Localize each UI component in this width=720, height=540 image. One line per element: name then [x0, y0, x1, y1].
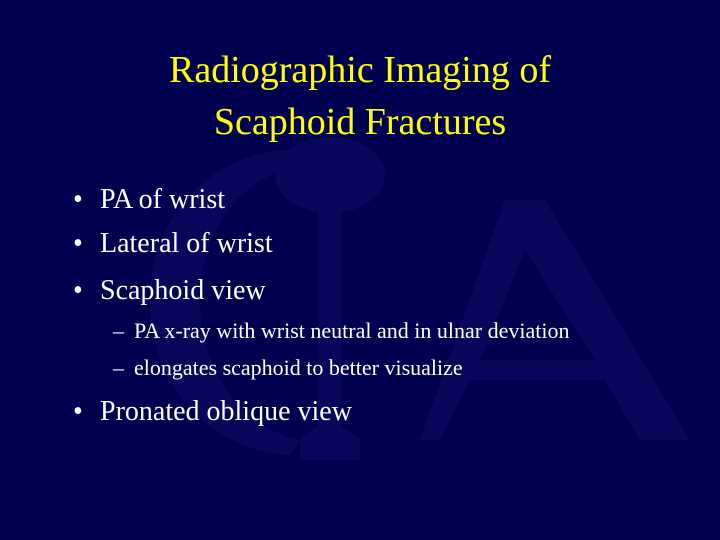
- bullet-item: [73, 275, 266, 307]
- sub-bullet-text: PA x-ray with wrist neutral and in ulnar deviation: [134, 318, 570, 343]
- bullet-text: Pronated oblique view: [100, 396, 352, 427]
- bullet-text: PA of wrist: [100, 184, 226, 215]
- bullet-item: [73, 396, 352, 428]
- bullet-marker: •: [73, 228, 83, 259]
- sub-bullet-marker: –: [113, 355, 124, 380]
- bullet-item: [73, 184, 225, 216]
- bullet-text: Lateral of wrist: [100, 228, 273, 259]
- sub-bullet-text: elongates scaphoid to better visualize: [134, 355, 463, 380]
- bullet-text: Scaphoid view: [100, 275, 266, 306]
- sub-bullet-marker: –: [113, 318, 124, 343]
- bullet-marker: •: [73, 396, 83, 427]
- sub-bullet-item: [113, 355, 463, 381]
- bullet-marker: •: [73, 184, 83, 215]
- title-line-1: Radiographic Imaging of: [168, 49, 551, 91]
- bullet-marker: •: [73, 275, 83, 306]
- bullet-item: [73, 228, 273, 260]
- sub-bullet-item: [113, 318, 569, 344]
- title-line-2: Scaphoid Fractures: [213, 101, 507, 143]
